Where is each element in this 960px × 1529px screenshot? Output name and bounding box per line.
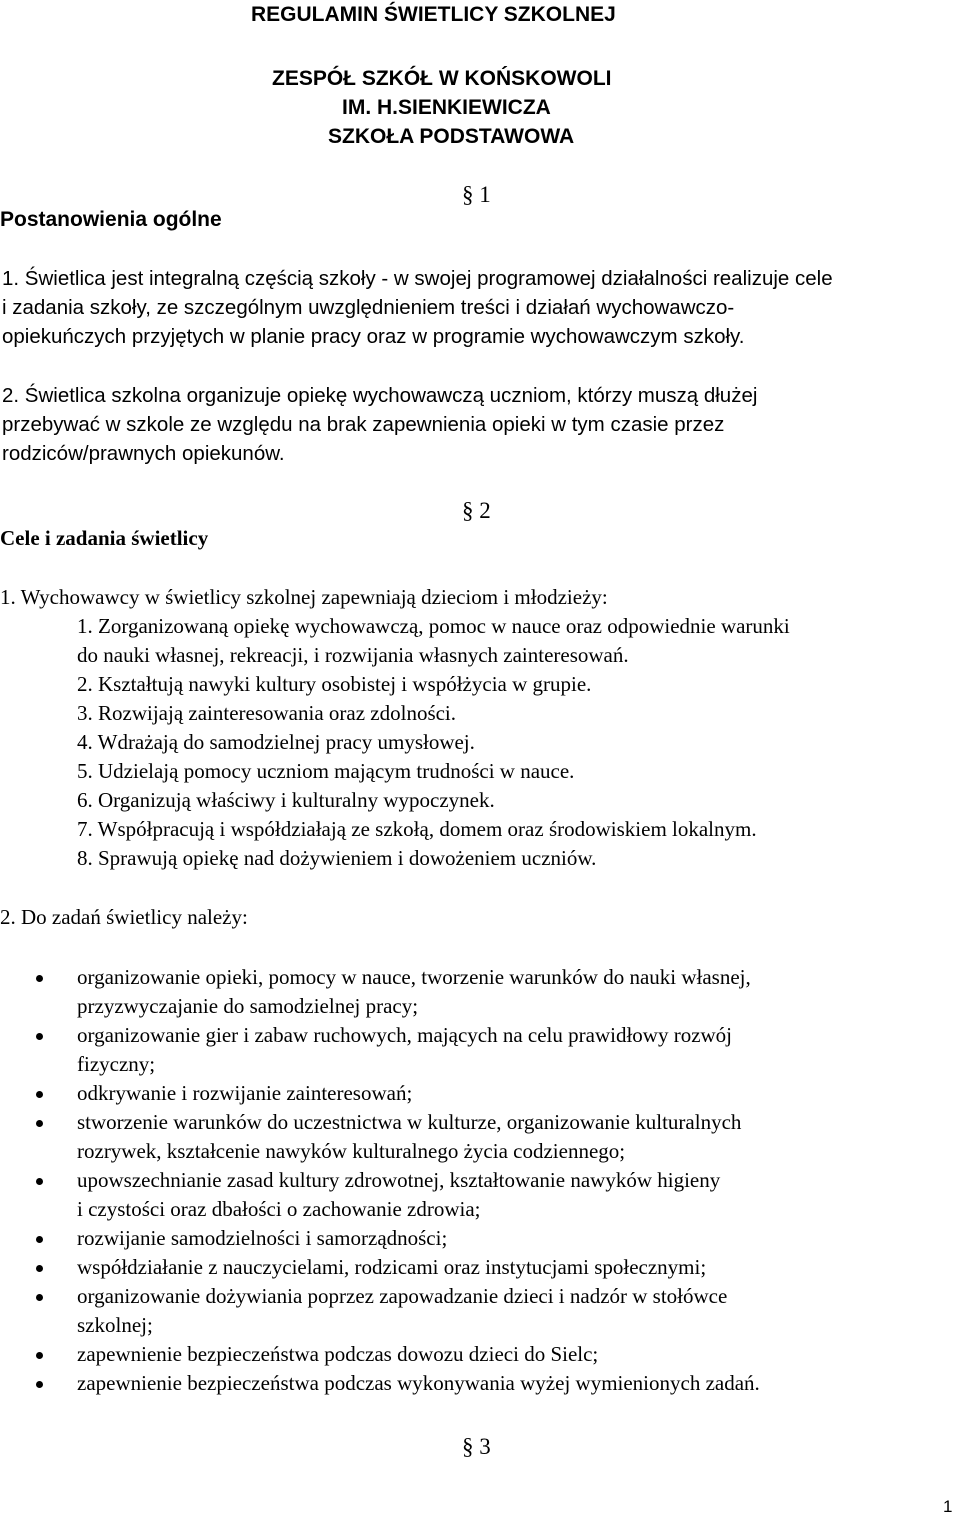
bullet-icon (36, 1120, 43, 1127)
goal-item: 6. Organizują właściwy i kulturalny wypoczynek. (77, 788, 495, 812)
goal-item-line: 1. Zorganizowaną opiekę wychowawczą, pomoc w nauce oraz odpowiednie warunki (77, 614, 790, 638)
text-line: opiekuńczych przyjętych w planie pracy oraz w programie wychowawczym szkoły. (2, 325, 745, 348)
text-line: przebywać w szkole ze względu na brak zapewnienia opieki w tym czasie przez (2, 413, 725, 436)
general-paragraph-1 (2, 264, 833, 351)
task-item (0, 1166, 960, 1224)
task-line: organizowanie dożywiania poprzez zapowadzanie dzieci i nadzór w stołówce (77, 1284, 728, 1308)
task-item (0, 963, 960, 1021)
task-item (0, 1079, 960, 1108)
task-item (0, 1253, 960, 1282)
task-line: zapewnienie bezpieczeństwa podczas dowozu dzieci do Sielc; (77, 1342, 599, 1366)
task-line: współdziałanie z nauczycielami, rodzicami oraz instytucjami społecznymi; (77, 1255, 707, 1279)
school-name-line-1: ZESPÓŁ SZKÓŁ W KOŃSKOWOLI (272, 67, 612, 90)
task-line: rozwijanie samodzielności i samorządności; (77, 1226, 448, 1250)
bullet-icon (36, 1294, 43, 1301)
text-line: rodziców/prawnych opiekunów. (2, 442, 285, 465)
task-item (0, 1369, 960, 1398)
section-1-heading: Postanowienia ogólne (0, 208, 222, 231)
page-number: 1 (943, 1497, 953, 1516)
task-line: szkolnej; (77, 1313, 153, 1337)
goal-item: 3. Rozwijają zainteresowania oraz zdolności. (77, 701, 457, 725)
task-item (0, 1282, 960, 1340)
task-item (0, 1224, 960, 1253)
goals-list (77, 612, 790, 873)
tasks-list (0, 963, 960, 1398)
goals-intro: 1. Wychowawcy w świetlicy szkolnej zapewniają dzieciom i młodzieży: (0, 585, 608, 609)
task-line: odkrywanie i rozwijanie zainteresowań; (77, 1081, 413, 1105)
task-item (0, 1021, 960, 1079)
document-title: REGULAMIN ŚWIETLICY SZKOLNEJ (251, 3, 616, 26)
text-line: 1. Świetlica jest integralną częścią szkoły - w swojej programowej działalności realizuje cele (2, 267, 833, 290)
task-line: organizowanie gier i zabaw ruchowych, mających na celu prawidłowy rozwój (77, 1023, 733, 1047)
section-1-symbol: § 1 (462, 182, 491, 207)
school-name-line-3: SZKOŁA PODSTAWOWA (328, 125, 575, 148)
task-line: przyzwyczajanie do samodzielnej pracy; (77, 994, 419, 1018)
goal-item: 7. Współpracują i współdziałają ze szkołą, domem oraz środowiskiem lokalnym. (77, 817, 757, 841)
text-line: 2. Świetlica szkolna organizuje opiekę wychowawczą uczniom, którzy muszą dłużej (2, 384, 758, 407)
task-item (0, 1340, 960, 1369)
bullet-icon (36, 1352, 43, 1359)
tasks-intro: 2. Do zadań świetlicy należy: (0, 905, 248, 929)
text-line: i zadania szkoły, ze szczególnym uwzględnieniem treści i działań wychowawczo- (2, 296, 735, 319)
task-line: i czystości oraz dbałości o zachowanie zdrowia; (77, 1197, 481, 1221)
bullet-icon (36, 1381, 43, 1388)
task-line: rozrywek, kształcenie nawyków kulturalnego życia codziennego; (77, 1139, 626, 1163)
task-line: fizyczny; (77, 1052, 156, 1076)
bullet-icon (36, 1236, 43, 1243)
goal-item: 8. Sprawują opiekę nad dożywieniem i dowożeniem uczniów. (77, 846, 597, 870)
bullet-icon (36, 1178, 43, 1185)
task-line: upowszechnianie zasad kultury zdrowotnej, kształtowanie nawyków higieny (77, 1168, 721, 1192)
bullet-icon (36, 975, 43, 982)
bullet-icon (36, 1091, 43, 1098)
task-line: organizowanie opieki, pomocy w nauce, tworzenie warunków do nauki własnej, (77, 965, 751, 989)
section-3-symbol: § 3 (462, 1434, 491, 1459)
section-2-heading: Cele i zadania świetlicy (0, 526, 209, 550)
task-item (0, 1108, 960, 1166)
task-line: zapewnienie bezpieczeństwa podczas wykonywania wyżej wymienionych zadań. (77, 1371, 760, 1395)
bullet-icon (36, 1265, 43, 1272)
general-paragraph-2 (2, 381, 757, 468)
goal-item: 4. Wdrażają do samodzielnej pracy umysłowej. (77, 730, 475, 754)
section-2-symbol: § 2 (462, 498, 491, 523)
goal-item: 5. Udzielają pomocy uczniom mającym trudności w nauce. (77, 759, 575, 783)
school-name-line-2: IM. H.SIENKIEWICZA (342, 96, 551, 119)
task-line: stworzenie warunków do uczestnictwa w kulturze, organizowanie kulturalnych (77, 1110, 742, 1134)
goal-item: 2. Kształtują nawyki kultury osobistej i współżycia w grupie. (77, 672, 592, 696)
goal-item-line: do nauki własnej, rekreacji, i rozwijania własnych zainteresowań. (77, 643, 629, 667)
bullet-icon (36, 1033, 43, 1040)
